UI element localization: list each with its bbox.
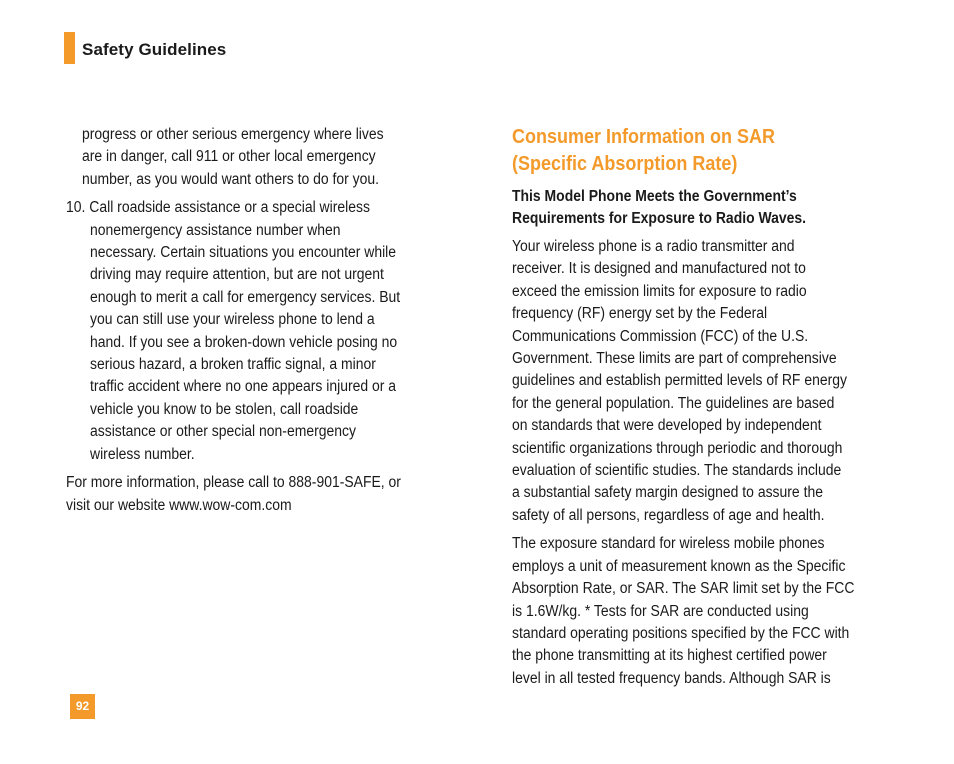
text-line-content: frequency (RF) energy set by the Federal [512, 305, 768, 323]
text-line-content: The exposure standard for wireless mobile phones [512, 535, 825, 553]
header-accent-bar [64, 32, 75, 64]
text-line [66, 197, 466, 219]
text-line [512, 533, 912, 555]
text-line [512, 393, 912, 415]
text-line [512, 460, 912, 482]
text-line-content: evaluation of scientific studies. The standards include [512, 462, 842, 480]
text-line [66, 495, 466, 517]
text-line-content: receiver. It is designed and manufactured not to [512, 260, 806, 278]
text-line [66, 242, 466, 264]
sar-subheading [512, 186, 912, 230]
text-line-content: progress or other serious emergency where lives [82, 126, 384, 143]
text-line [512, 370, 912, 392]
text-line-content: level in all tested frequency bands. Although SAR is [512, 669, 831, 687]
text-line-content: Your wireless phone is a radio transmitter and [512, 238, 795, 255]
text-line [512, 623, 912, 645]
text-line [512, 482, 912, 504]
heading-line [512, 151, 912, 178]
text-line [66, 309, 466, 331]
page-number-badge: 92 [70, 694, 95, 719]
text-line [512, 348, 912, 370]
heading-line [512, 124, 912, 151]
heading-line-content: (Specific Absorption Rate) [512, 153, 738, 175]
subheading-line-content: This Model Phone Meets the Government’s [512, 188, 797, 205]
text-line-content: is 1.6W/kg. * Tests for SAR are conducted using [512, 602, 809, 620]
text-line-content: traffic accident where no one appears injured or a [90, 378, 397, 396]
text-line [66, 169, 466, 191]
text-line-content: you can still use your wireless phone to lend a [90, 311, 375, 329]
text-line-content: employs a unit of measurement known as the Specific [512, 557, 846, 575]
text-line-content: the phone transmitting at its highest certified power [512, 647, 827, 665]
text-line [512, 258, 912, 280]
right-column [512, 124, 912, 690]
text-line [66, 124, 466, 146]
text-line [512, 326, 912, 348]
list-item-10 [66, 197, 466, 466]
text-line [512, 281, 912, 303]
section-header-title: Safety Guidelines [82, 40, 227, 59]
text-line-content: driving may require attention, but are not urgent [90, 266, 384, 284]
text-line-content: 10. Call roadside assistance or a special wireless [66, 199, 370, 217]
text-line-content: a substantial safety margin designed to assure the [512, 484, 823, 502]
heading-line-content: Consumer Information on SAR [512, 126, 776, 148]
left-paragraph-1 [66, 124, 466, 191]
subheading-line [512, 186, 912, 208]
text-line-content: enough to merit a call for emergency services. But [90, 288, 401, 306]
text-line [512, 601, 912, 623]
text-line [66, 354, 466, 376]
text-line [66, 332, 466, 354]
text-line-content: exceed the emission limits for exposure to radio [512, 282, 807, 300]
text-line-content: hand. If you see a broken-down vehicle posing no [90, 333, 398, 351]
left-column [66, 124, 466, 517]
text-line-content: assistance or other special non-emergency [90, 423, 356, 441]
subheading-line [512, 208, 912, 230]
text-line [512, 668, 912, 690]
text-line [512, 415, 912, 437]
text-line-content: necessary. Certain situations you encounter while [90, 244, 397, 262]
text-line-content: for the general population. The guidelines are based [512, 394, 835, 412]
text-line-content: For more information, please call to 888-901-SAFE, or [66, 474, 401, 492]
sar-heading [512, 124, 912, 178]
text-line-content: number, as you would want others to do for you. [82, 170, 379, 188]
text-line [66, 376, 466, 398]
text-line [66, 472, 466, 494]
text-line [512, 303, 912, 325]
text-line-content: visit our website www.wow-com.com [66, 496, 292, 514]
more-info-paragraph [66, 472, 466, 517]
heading-gap [512, 178, 912, 186]
text-line [512, 645, 912, 667]
text-line-content: vehicle you know to be stolen, call roadside [90, 400, 359, 418]
text-line [66, 264, 466, 286]
subheading-line-content: Requirements for Exposure to Radio Waves. [512, 210, 807, 227]
text-line [512, 505, 912, 527]
text-line-content: are in danger, call 911 or other local emergency [82, 148, 376, 166]
sar-paragraph-2 [512, 533, 912, 690]
text-line [66, 444, 466, 466]
text-line-content: safety of all persons, regardless of age and health. [512, 506, 825, 524]
text-line-content: serious hazard, a broken traffic signal, a minor [90, 356, 376, 374]
text-line-content: wireless number. [90, 445, 195, 463]
text-line [512, 578, 912, 600]
text-line-content: Absorption Rate, or SAR. The SAR limit set by the FCC [512, 580, 855, 598]
text-line-content: nonemergency assistance number when [90, 221, 341, 239]
text-line-content: scientific organizations through periodic and thorough [512, 439, 843, 457]
text-line [512, 556, 912, 578]
text-line [512, 236, 912, 258]
text-line [66, 146, 466, 168]
sar-paragraph-1 [512, 236, 912, 527]
text-line-content: guidelines and establish permitted levels of RF energy [512, 372, 847, 390]
text-line [66, 399, 466, 421]
text-line [66, 287, 466, 309]
text-line-content: standard operating positions specified by the FCC with [512, 624, 850, 642]
text-line-content: on standards that were developed by independent [512, 417, 822, 435]
text-line-content: Communications Commission (FCC) of the U.S. [512, 327, 809, 345]
text-line [66, 421, 466, 443]
text-line-content: Government. These limits are part of comprehensive [512, 350, 837, 368]
text-line [66, 220, 466, 242]
text-line [512, 438, 912, 460]
